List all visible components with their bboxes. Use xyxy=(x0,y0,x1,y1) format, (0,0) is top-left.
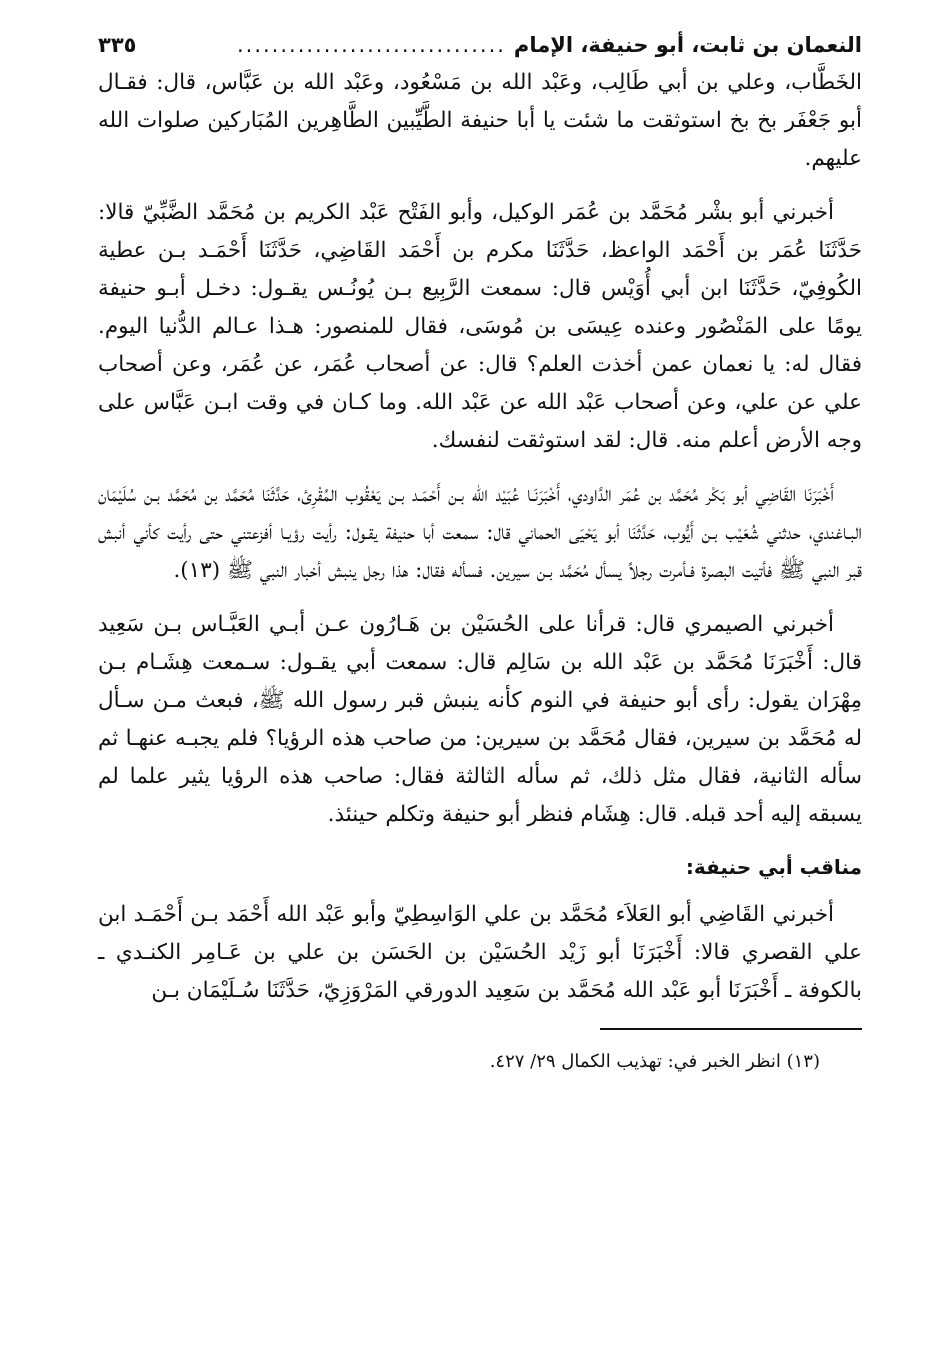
running-header xyxy=(98,30,862,64)
paragraph-1: الخَطَّاب، وعلي بن أبي طَالِب، وعَبْد الله بن مَسْعُود، وعَبْد الله بن عَبَّاس، قال: فقـال أبو جَعْفَر بخ بخ استوثقت ما شئت يا أبا حنيفة الطَّيِّبين الطَّاهِرين المُبَاركين صلوات الله عليهم. xyxy=(98,70,862,171)
paragraph-2: أخبرني أبو بشْر مُحَمَّد بن عُمَر الوكيل، وأبو الفَتْح عَبْد الكريم بن مُحَمَّد الضَّبِّيّ قالا: حَدَّثَنَا عُمَر بن أَحْمَد الواعظ، حَدَّثَنَا مكرم بن أَحْمَد القَاضِي، حَدَّثَنَا أَحْمَـد بـن عطية الكُوفِيّ، حَدَّثَنَا ابن أبي أُوَيْس قال: سمعت الرَّبِيع بـن يُونُـس يقـول: دخـل أبـو حنيفة يومًا على المَنْصُور وعنده عِيسَى بن مُوسَى، فقال للمنصور: هـذا عـالم الدُّنيا اليوم. فقال له: يا نعمان عمن أخذت العلم؟ قال: عن أصحاب عُمَر، عن عُمَر، وعن أصحاب علي عن علي، وعن أصحاب عَبْد الله عن عَبْد الله. وما كـان في وقت ابـن عَبَّاس على وجه الأرض أعلم منه. قال: لقد استوثقت لنفسك. xyxy=(98,200,862,453)
page-number: ٣٣٥ xyxy=(98,33,137,57)
paragraph-5: أخبرني القَاضِي أبو العَلاَء مُحَمَّد بن علي الوَاسِطِيّ وأبو عَبْد الله أَحْمَد بـن أَحْمَـد ابن علي القصري قالا: أَخْبَرَنَا أبو زَيْد الحُسَيْن بن الحَسَن بن علي بن عَـامِر الكنـدي ـ بالكوفة ـ أَخْبَرَنَا أبو عَبْد الله مُحَمَّد بن سَعِيد الدورقي المَرْوَزِيّ، حَدَّثَنَا سُـلَيْمَان بـن xyxy=(98,902,862,1003)
header-dot-leader: ............................... xyxy=(236,33,506,57)
footnote: (١٣) انظر الخبر في: تهذيب الكمال ٢٩/ ٤٢٧. xyxy=(489,1051,820,1072)
footnote-divider xyxy=(600,1028,862,1030)
header-title: النعمان بن ثابت، أبو حنيفة، الإمام xyxy=(513,33,862,57)
section-heading: مناقب أبي حنيفة: xyxy=(685,855,862,879)
book-page xyxy=(98,30,862,1363)
paragraph-4: أخبرني الصيمري قال: قرأنا على الحُسَيْن بن هَـارُون عـن أبـي العَبَّـاس بـن سَعِيد قال: أَخْبَرَنَا مُحَمَّد بن عَبْد الله بن سَالِم قال: سمعت أبي يقـول: سـمعت هِشَـام بـن مِهْرَان يقول: رأى أبو حنيفة في النوم كأنه ينبش قبر رسول الله ﷺ، فبعث مـن سـأل له مُحَمَّد بن سيرين، فقال مُحَمَّد بن سيرين: من صاحب هذه الرؤيا؟ فلم يجبـه عنهـا ثم سأله الثانية، فقال مثل ذلك، ثم سأله الثالثة فقال: صاحب هذه الرؤيا يثير علما لم يسبقه إليه أحد قبله. قال: هِشَام فنظر أبو حنيفة وتكلم حينئذ. xyxy=(98,612,862,827)
paragraph-3: أَخْبَرَنَا القَاضِي أبو بَكْر مُحَمَّد بن عُمَر الدَّاودي، أَخْبَرَنَـا عُبَيْد الله بـن أَحْمَـد بـن يَعْقُوب المُقْرِئ، حَدَّثَنَا مُحَمَّد بن مُحَمَّد بـن سُلَيْمَان البـاغندي، حدثني شُعَيْب بـن أَيُّوب، حَدَّثَنَا أبو يَحْيَى الحماني قال: سمعت أبا حنيفة يقـول: رأيت رؤيـا أفزعتني حتى رأيت كأني أنبش قبر النبي ﷺ فأتيت البصرة فـأمرت رجلاً يسأل مُحَمَّد بـن سيرين. فسأله فقال: هذا رجل ينبش أخبار النبي ﷺ (١٣). xyxy=(98,482,862,583)
